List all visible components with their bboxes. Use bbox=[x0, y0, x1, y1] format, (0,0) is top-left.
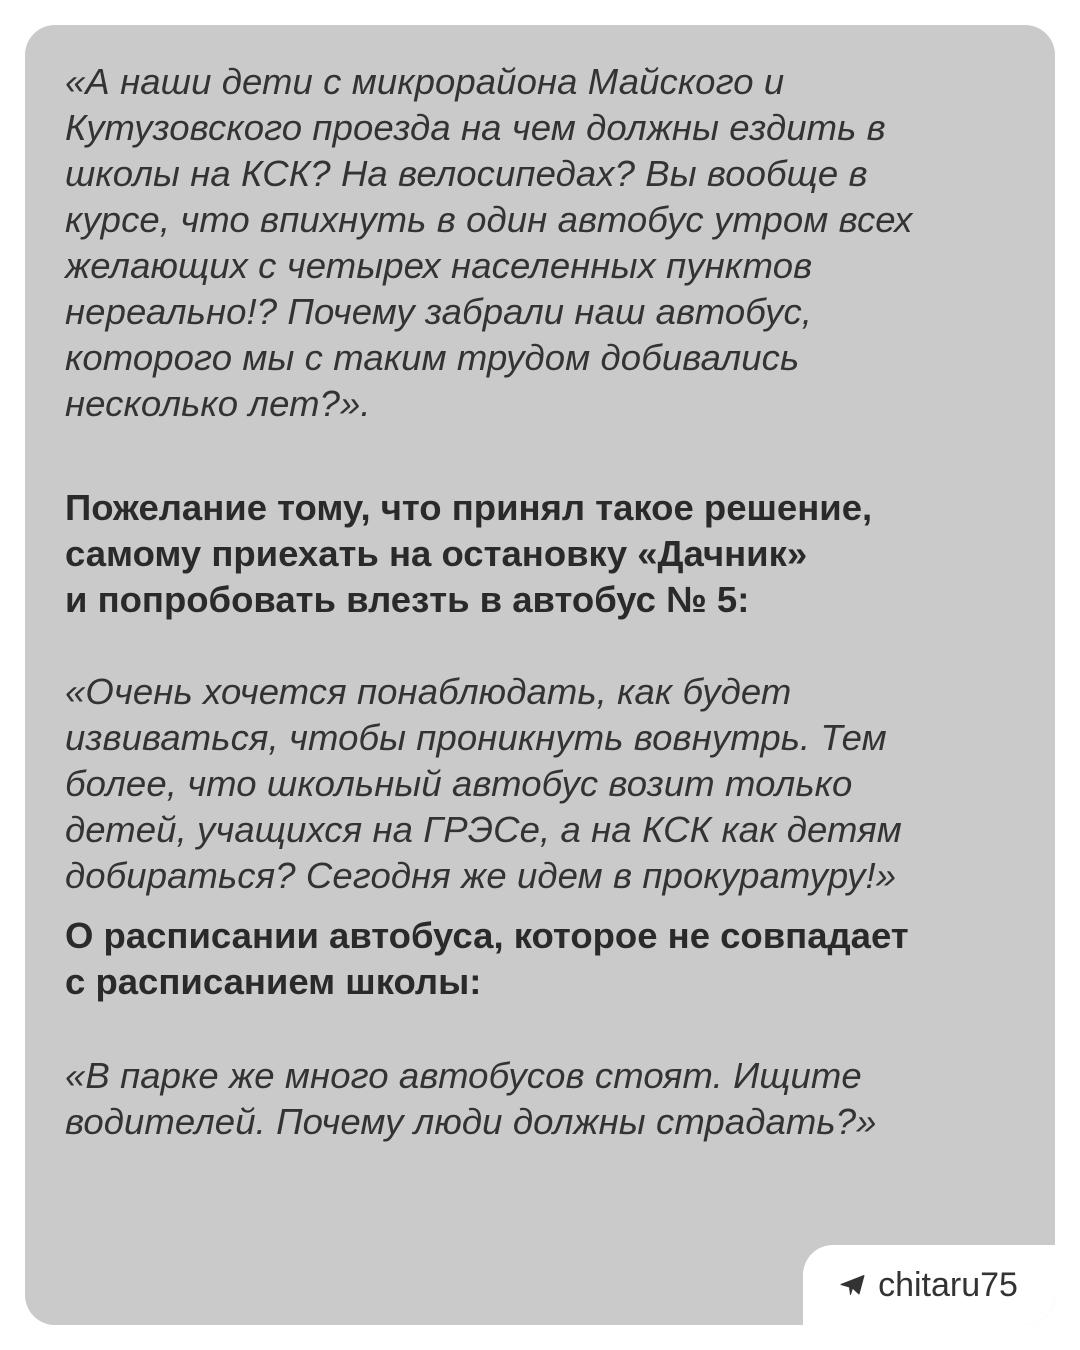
heading-paragraph-2: О расписании автобуса, которое не совпадает с расписанием школы: bbox=[65, 915, 909, 1002]
source-handle: chitaru75 bbox=[878, 1265, 1018, 1304]
quote-paragraph-3: «В парке же много автобусов стоят. Ищите водителей. Почему люди должны страдать?» bbox=[65, 1055, 877, 1142]
source-badge[interactable] bbox=[803, 1245, 1055, 1325]
quote-paragraph-2: «Очень хочется понаблюдать, как будет извиваться, чтобы проникнуть вовнутрь. Тем более, что школьный автобус возит только детей, учащихся на ГРЭСе, а на КСК как детям добираться? Сегодня же идем в прокуратуру!» bbox=[65, 671, 902, 896]
quote-paragraph-1: «А наши дети с микрорайона Майского и Кутузовского проезда на чем должны ездить в школы на КСК? На велосипедах? Вы вообще в курсе, что впихнуть в один автобус утром всех желающих с четырех населенных пунктов нереально!? Почему забрали наш автобус, которого мы с таким трудом добивались несколько лет?». bbox=[65, 61, 913, 424]
post-content bbox=[65, 59, 1025, 1145]
post-card bbox=[25, 25, 1055, 1325]
heading-paragraph-1: Пожелание тому, что принял такое решение, самому приехать на остановку «Дачник» и попробовать влезть в автобус № 5: bbox=[65, 487, 873, 620]
telegram-send-icon bbox=[840, 1274, 866, 1296]
